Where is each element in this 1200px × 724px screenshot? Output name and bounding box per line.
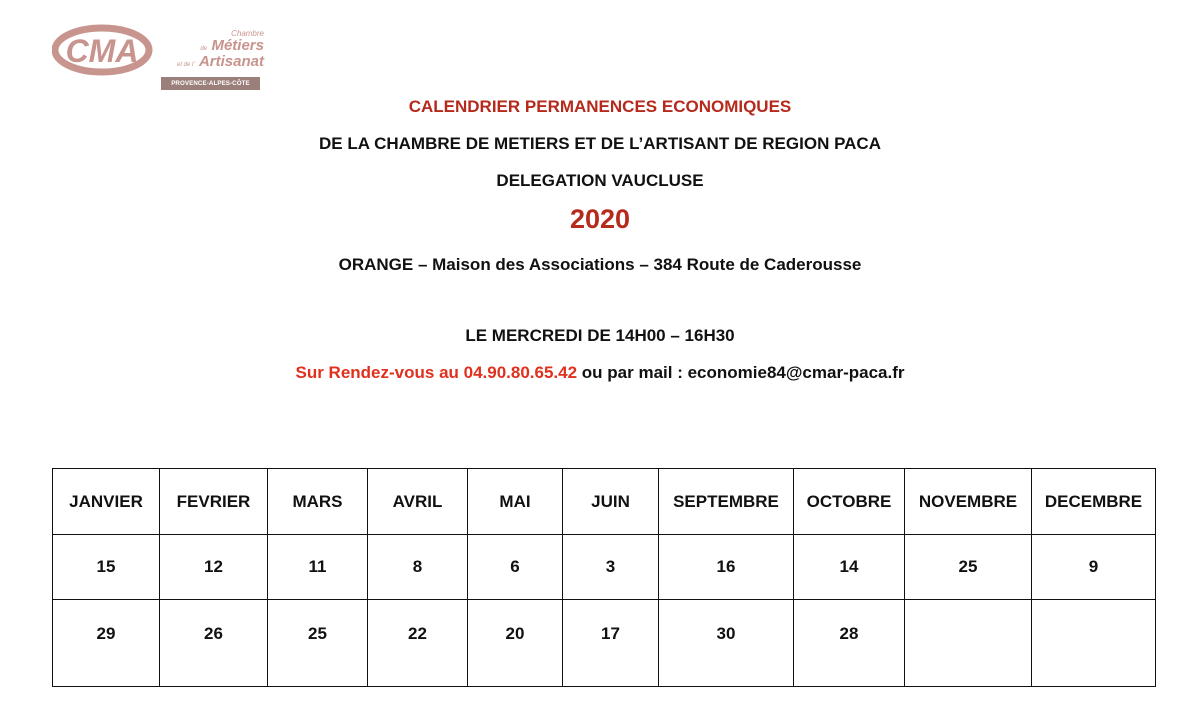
date-cell <box>905 600 1032 687</box>
schedule-line: LE MERCREDI DE 14H00 – 16H30 <box>465 326 735 345</box>
location-line: ORANGE – Maison des Associations – 384 Route de Caderousse <box>338 255 862 274</box>
date-cell: 29 <box>53 600 160 687</box>
logo-metiers: Métiers <box>211 37 264 54</box>
logo-de: de <box>200 46 208 52</box>
month-header: MAI <box>468 469 563 535</box>
month-header: JANVIER <box>53 469 160 535</box>
date-row <box>53 535 1156 600</box>
year-heading: 2020 <box>569 204 631 234</box>
logo-letters: CMA <box>65 33 139 69</box>
document-title: CALENDRIER PERMANENCES ECONOMIQUES <box>408 97 792 116</box>
date-cell: 16 <box>659 535 794 600</box>
date-cell: 20 <box>468 600 563 687</box>
month-header: SEPTEMBRE <box>659 469 794 535</box>
date-cell: 9 <box>1032 535 1156 600</box>
date-cell: 17 <box>563 600 659 687</box>
date-cell: 22 <box>368 600 468 687</box>
appointment-phone: Sur Rendez-vous au 04.90.80.65.42 <box>295 363 578 382</box>
logo-artisanat: Artisanat <box>198 53 264 70</box>
date-cell: 3 <box>563 535 659 600</box>
cma-logo-mark <box>52 22 162 82</box>
date-cell: 11 <box>268 535 368 600</box>
date-cell: 26 <box>160 600 268 687</box>
calendar-table <box>52 468 1156 687</box>
date-cell: 6 <box>468 535 563 600</box>
logo-region-band: PROVENCE-ALPES-CÔTE D'AZUR <box>161 77 260 90</box>
logo-wordmark <box>160 30 264 70</box>
date-cell: 30 <box>659 600 794 687</box>
month-header: JUIN <box>563 469 659 535</box>
date-cell: 25 <box>268 600 368 687</box>
appointment-line <box>0 363 1200 383</box>
date-cell: 12 <box>160 535 268 600</box>
logo-chambre: Chambre <box>231 29 264 38</box>
date-cell: 15 <box>53 535 160 600</box>
month-header-row <box>53 469 1156 535</box>
date-cell: 14 <box>794 535 905 600</box>
month-header: NOVEMBRE <box>905 469 1032 535</box>
document-subtitle: DE LA CHAMBRE DE METIERS ET DE L’ARTISANT DE REGION PACA <box>319 134 881 153</box>
month-header: OCTOBRE <box>794 469 905 535</box>
month-header: MARS <box>268 469 368 535</box>
cma-logo <box>52 22 267 100</box>
logo-et-de: et de l' <box>177 62 195 68</box>
date-row <box>53 600 1156 687</box>
month-header: DECEMBRE <box>1032 469 1156 535</box>
date-cell: 28 <box>794 600 905 687</box>
delegation-heading: DELEGATION VAUCLUSE <box>496 171 704 190</box>
month-header: FEVRIER <box>160 469 268 535</box>
appointment-email: ou par mail : economie84@cmar-paca.fr <box>577 363 905 382</box>
date-cell <box>1032 600 1156 687</box>
date-cell: 8 <box>368 535 468 600</box>
date-cell: 25 <box>905 535 1032 600</box>
month-header: AVRIL <box>368 469 468 535</box>
